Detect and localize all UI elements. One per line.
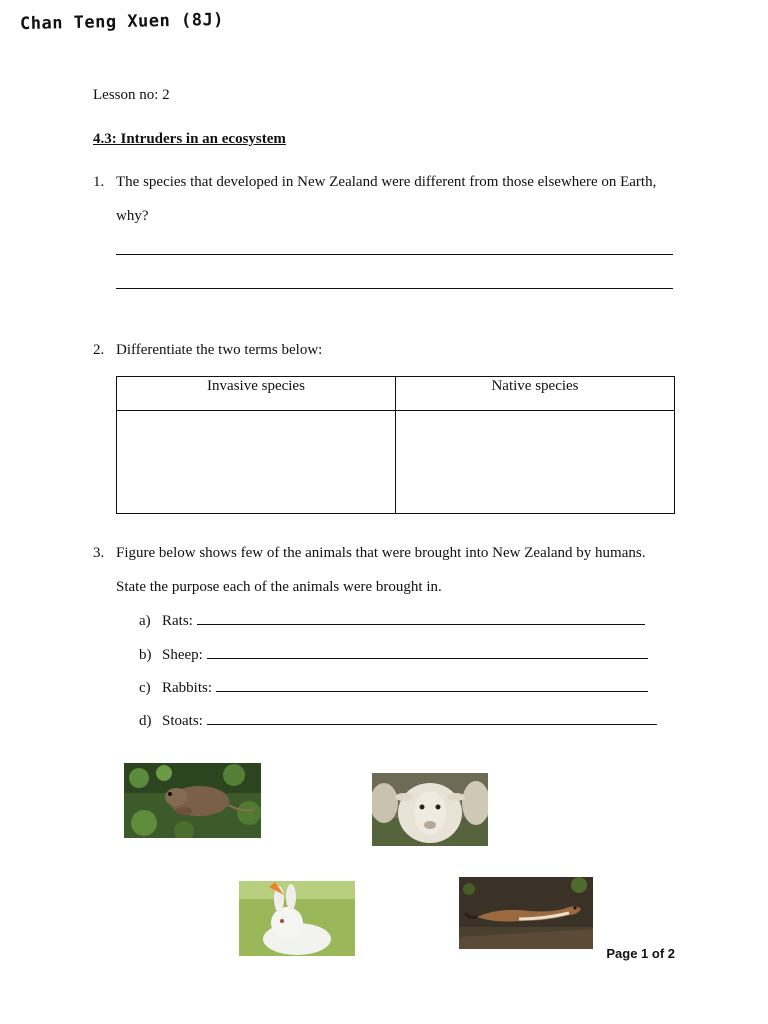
question-text: Differentiate the two terms below: (116, 342, 323, 358)
question-number: 3. (93, 545, 105, 561)
native-species-header: Native species (396, 377, 675, 411)
page-indicator: Page 1 of 2 (606, 946, 675, 961)
invasive-species-header: Invasive species (117, 377, 396, 411)
sub-question-letter: a) (139, 613, 151, 629)
question-3-continuation: State the purpose each of the animals were brought in. (116, 579, 442, 595)
sub-question-label: Stoats: (162, 713, 203, 729)
answer-line[interactable] (207, 712, 657, 725)
native-species-answer-cell[interactable] (396, 411, 675, 514)
rabbit-photo (239, 881, 355, 956)
rat-photo (124, 763, 261, 838)
sheep-photo (372, 773, 488, 846)
sub-question-sheep (139, 646, 648, 664)
sub-question-stoats (139, 712, 657, 730)
answer-line[interactable] (207, 646, 648, 659)
sub-question-label: Rabbits: (162, 680, 213, 696)
question-1 (93, 174, 656, 191)
sub-question-letter: d) (139, 713, 152, 729)
terms-table (116, 376, 675, 514)
lesson-number: Lesson no: 2 (93, 87, 170, 103)
sub-question-letter: c) (139, 680, 151, 696)
answer-line[interactable] (216, 679, 648, 692)
section-title: 4.3: Intruders in an ecosystem (93, 131, 286, 147)
question-text: The species that developed in New Zealand were different from those elsewhere on Earth, (116, 174, 657, 190)
question-1-continuation: why? (116, 208, 149, 224)
question-text: Figure below shows few of the animals that were brought into New Zealand by humans. (116, 545, 646, 561)
sub-question-label: Sheep: (162, 647, 203, 663)
sub-question-rats (139, 612, 645, 630)
invasive-species-answer-cell[interactable] (117, 411, 396, 514)
answer-line[interactable] (116, 288, 673, 289)
answer-line[interactable] (116, 254, 673, 255)
stoat-photo (459, 877, 593, 949)
sub-question-label: Rats: (162, 613, 193, 629)
question-3 (93, 545, 645, 562)
question-2 (93, 342, 322, 359)
question-number: 2. (93, 342, 105, 358)
question-number: 1. (93, 174, 105, 190)
answer-line[interactable] (197, 612, 645, 625)
sub-question-rabbits (139, 679, 648, 697)
student-name-handwritten: Chan Teng Xuen (8J) (19, 9, 225, 35)
sub-question-letter: b) (139, 647, 152, 663)
